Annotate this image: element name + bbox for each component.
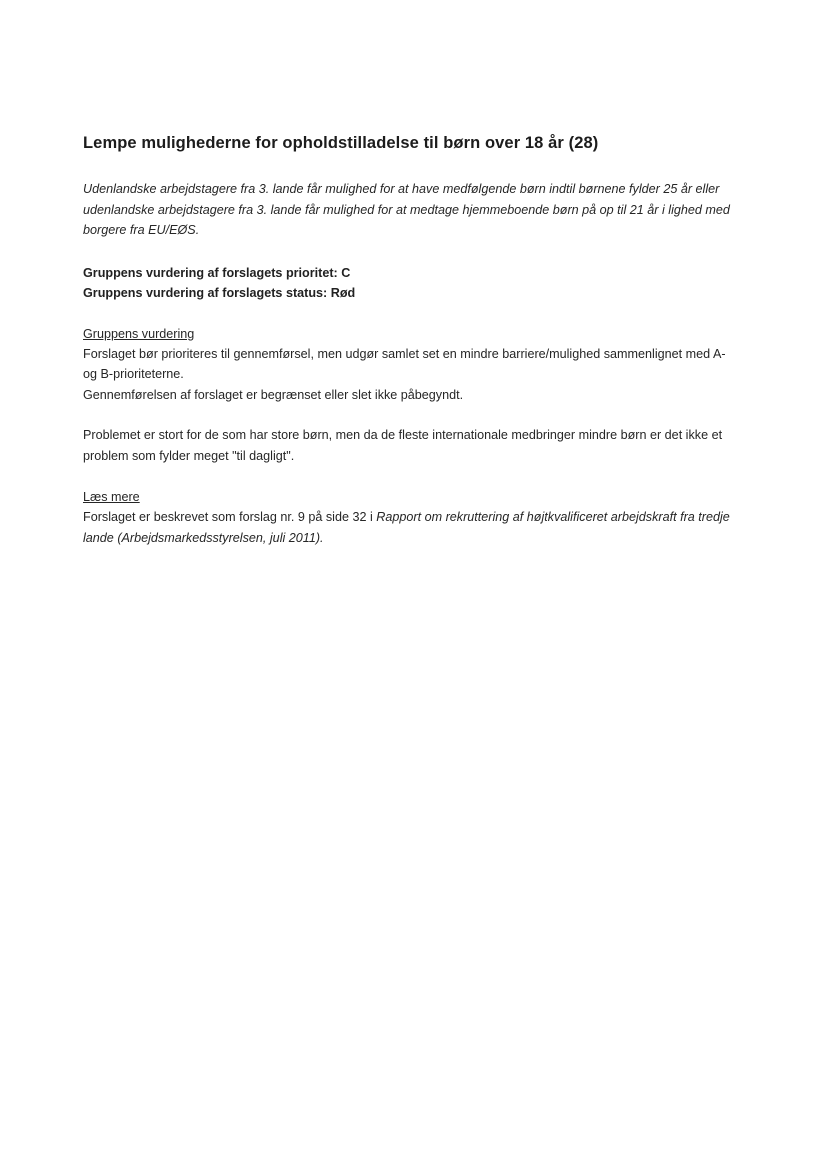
document-title: Lempe mulighederne for opholdstilladelse til børn over 18 år (28): [83, 134, 599, 152]
read-more-paragraph: [83, 507, 733, 548]
read-more-text: Forslaget er beskrevet som forslag nr. 9 på side 32 i: [83, 510, 377, 524]
intro-paragraph: Udenlandske arbejdstagere fra 3. lande får mulighed for at have medfølgende børn indtil børnene fylder 25 år eller udenlandske arbejdstagere fra 3. lande får mulighed for at medtage hjemmeboende børn på op til 21 år i lighed med borgere fra EU/EØS.: [83, 182, 730, 237]
document-content: [83, 131, 733, 548]
assessment-paragraph-1: Forslaget bør prioriteres til gennemførsel, men udgør samlet set en mindre barriere/mulighed sammenlignet med A- og B-prioriteterne.: [83, 346, 726, 381]
assessment-paragraph-2: Gennemførelsen af forslaget er begrænset eller slet ikke påbegyndt.: [83, 387, 464, 402]
status-line: Gruppens vurdering af forslagets status: Rød: [83, 285, 356, 300]
verdict-block: [83, 263, 733, 303]
report-reference: Rapport om rekruttering af højtkvalificeret arbejdskraft fra tredje lande (Arbejdsmarkedsstyrelsen, juli 2011).: [83, 510, 730, 545]
assessment-paragraph-3: Problemet er stort for de som har store børn, men da de fleste internationale medbringer mindre børn er det ikke et problem som fylder meget "til dagligt".: [83, 428, 723, 463]
priority-line: Gruppens vurdering af forslagets prioritet: C: [83, 265, 351, 280]
read-more-heading: Læs mere: [83, 490, 140, 504]
assessment-heading: Gruppens vurdering: [83, 326, 195, 341]
